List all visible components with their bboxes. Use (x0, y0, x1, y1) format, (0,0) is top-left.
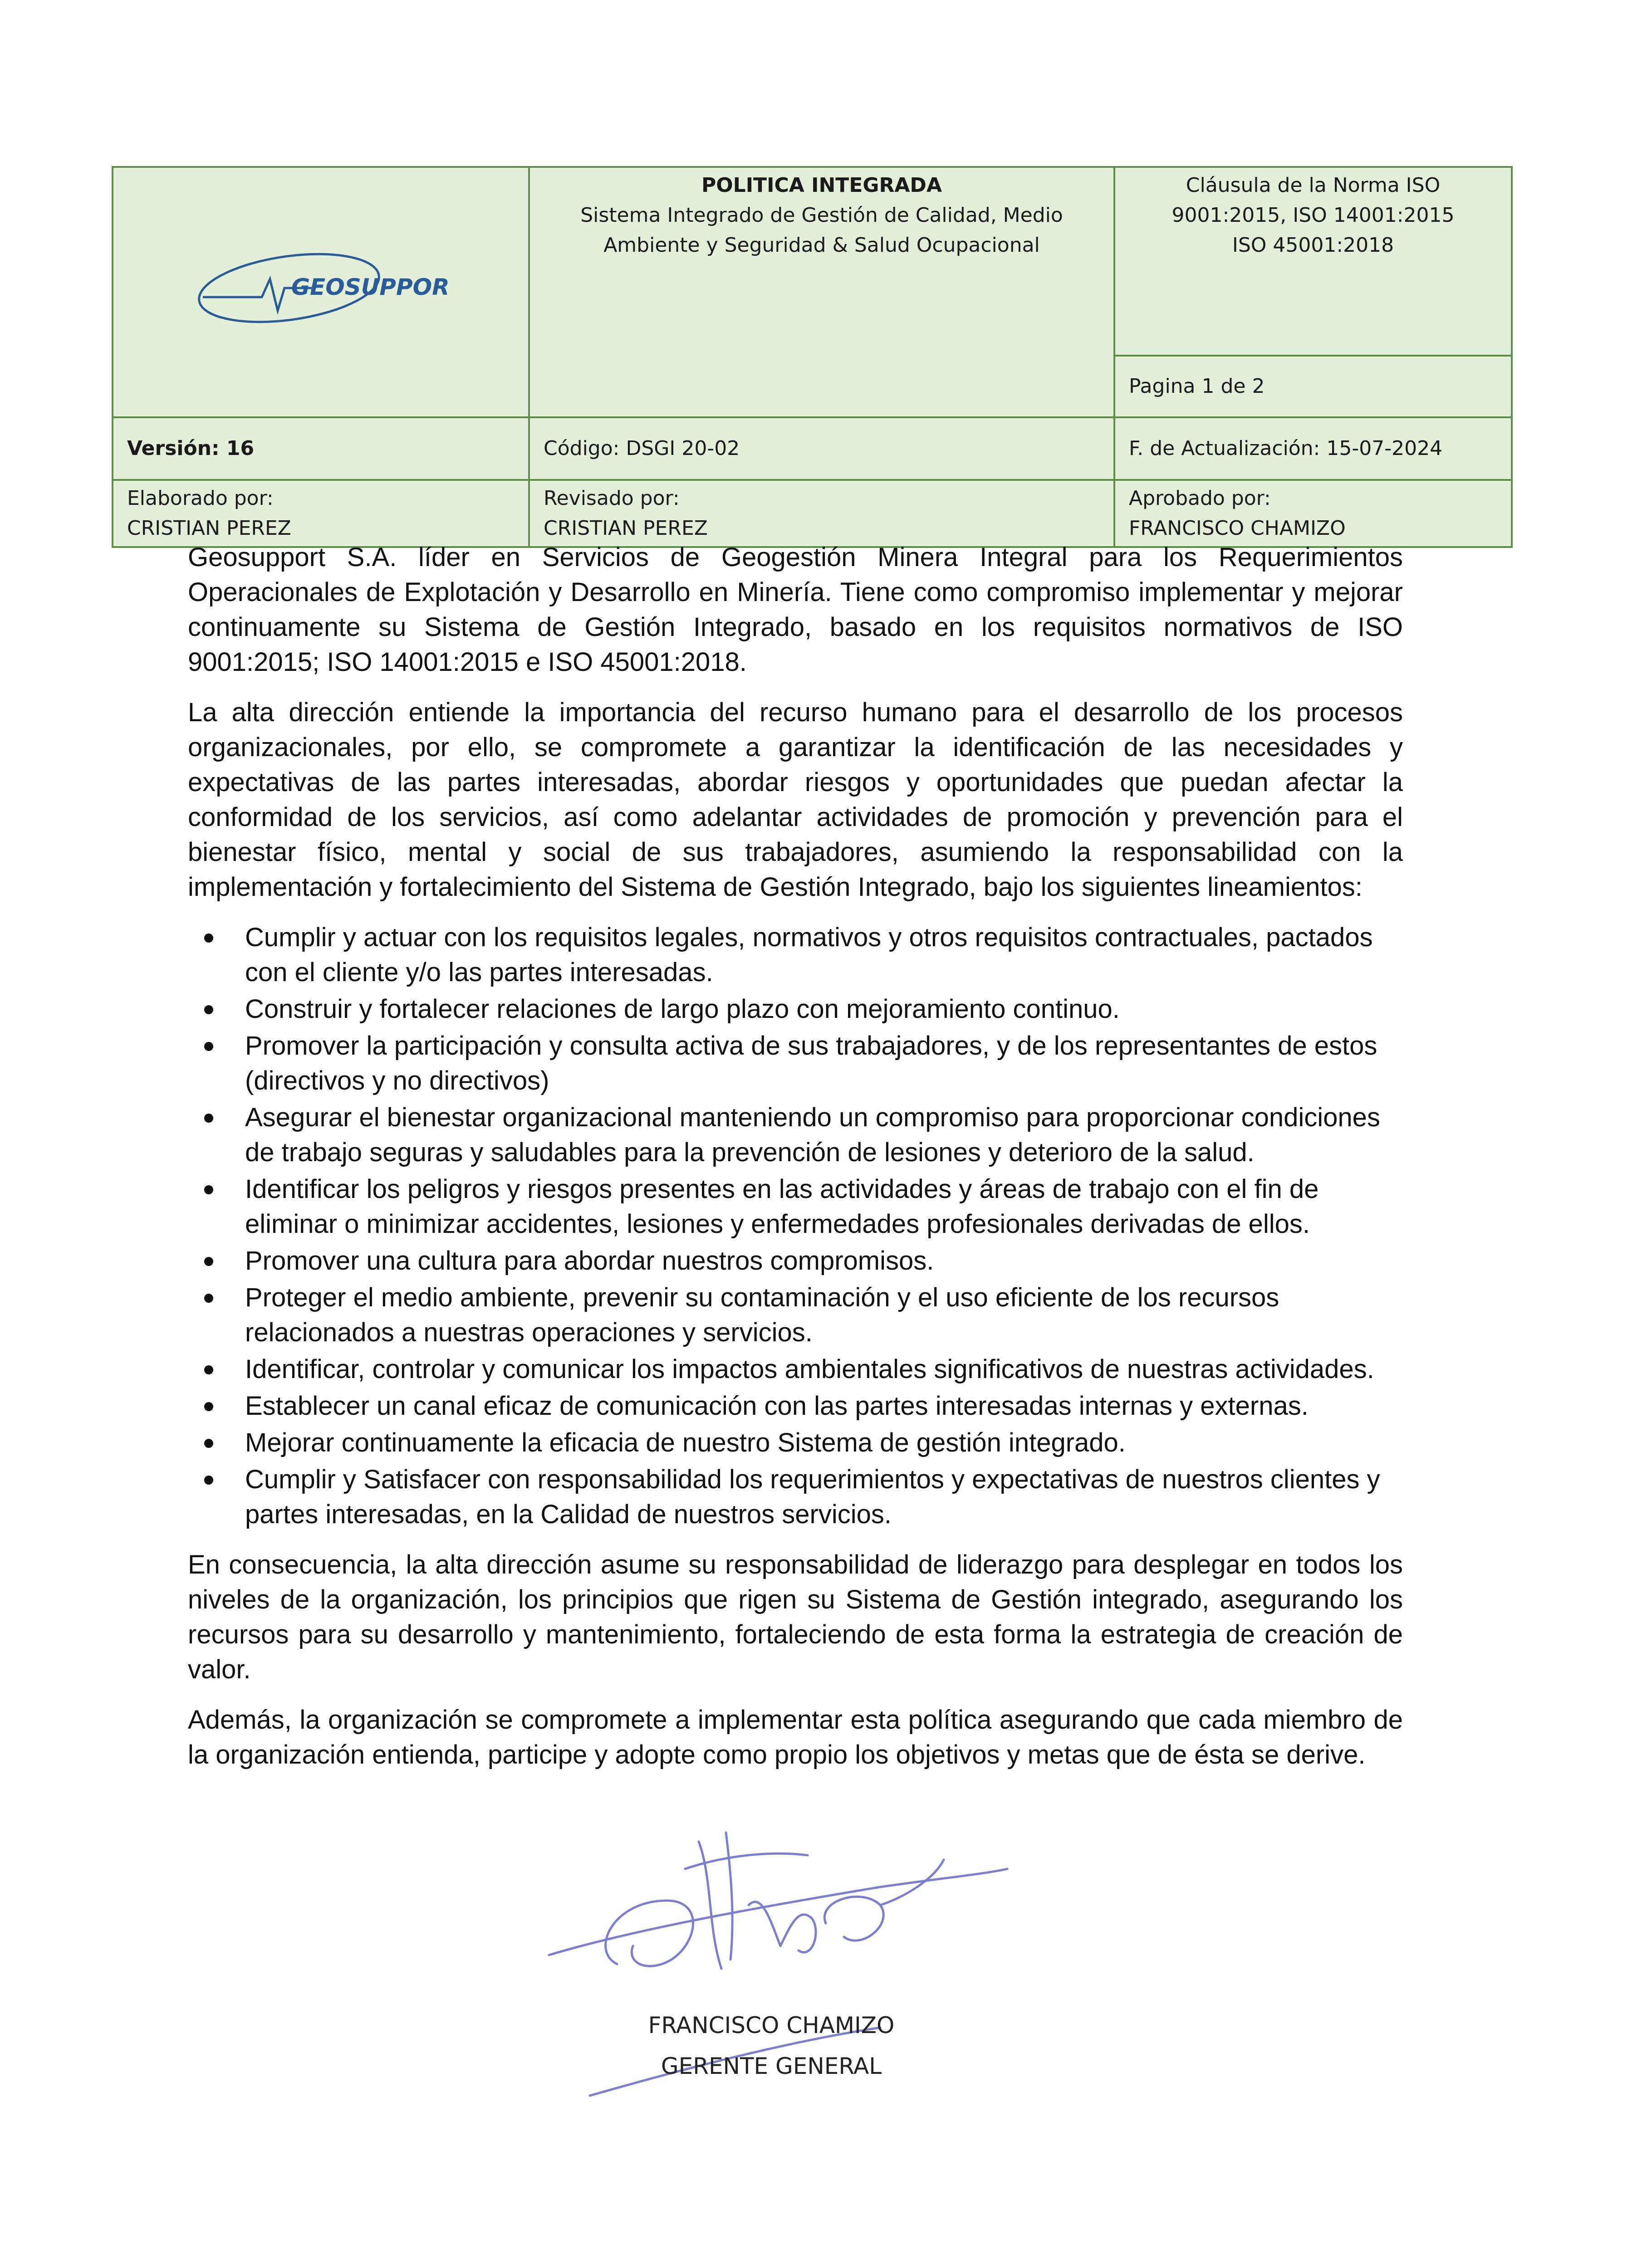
policy-body (188, 540, 1403, 1788)
list-item: Identificar, controlar y comunicar los impactos ambientales significativos de nuestras actividades. (188, 1352, 1403, 1387)
list-item: Cumplir y Satisfacer con responsabilidad los requerimientos y expectativas de nuestros clientes y partes interesadas, en la Calidad de nuestros servicios. (188, 1462, 1403, 1532)
list-item: Promover una cultura para abordar nuestros compromisos. (188, 1243, 1403, 1278)
clause-line3: ISO 45001:2018 (1232, 234, 1394, 257)
bullet-icon (204, 1042, 213, 1051)
list-item: Cumplir y actuar con los requisitos legales, normativos y otros requisitos contractuales, pactados con el cliente y/o las partes interesadas. (188, 920, 1403, 990)
version-cell (113, 417, 529, 480)
list-item: Proteger el medio ambiente, prevenir su contaminación y el uso eficiente de los recursos relacionados a nuestras operaciones y servicios. (188, 1280, 1403, 1350)
document-header-table (112, 166, 1513, 548)
list-item: Identificar los peligros y riesgos presentes en las actividades y áreas de trabajo con el fin de eliminar o minimizar accidentes, lesiones y enfermedades profesionales derivadas de ellos. (188, 1172, 1403, 1242)
bullet-icon (204, 1294, 213, 1303)
list-item: Mejorar continuamente la eficacia de nuestro Sistema de gestión integrado. (188, 1425, 1403, 1460)
bullet-icon (204, 1257, 213, 1266)
closing-paragraph: Además, la organización se compromete a implementar esta política asegurando que cada miembro de la organización entienda, participe y adopte como propio los objetivos y metas que de ésta se derive. (188, 1705, 1403, 1769)
intro-paragraph: Geosupport S.A. líder en Servicios de Geogestión Minera Integral para los Requerimientos Operacionales de Explotación y Desarrollo en Minería. Tiene como compromiso implementar y mejorar continuamente su Sistema de Gestión Integrado, basado en los requisitos normativos de ISO 9001:2015; ISO 14001:2015 e ISO 45001:2018. (188, 543, 1403, 677)
approved-label: Aprobado por: (1129, 487, 1271, 510)
page-cell (1114, 356, 1512, 417)
guidelines-list (188, 920, 1403, 1532)
list-item: Asegurar el bienestar organizacional manteniendo un compromiso para proporcionar condiciones de trabajo seguras y saludables para la prevención de lesiones y deterioro de la salud. (188, 1100, 1403, 1170)
prepared-cell (113, 480, 529, 547)
bullet-icon (204, 1365, 213, 1374)
version: Versión: 16 (127, 437, 255, 460)
bullet-icon (204, 1114, 213, 1123)
commitment-paragraph: La alta dirección entiende la importancia del recurso humano para el desarrollo de los procesos organizacionales, por ello, se compromete a garantizar la identificación de las necesidades y expectativas de las partes interesadas, abordar riesgos y oportunidades que puedan afectar la conformidad de los servicios, así como adelantar actividades de promoción y prevención para el bienestar físico, mental y social de sus trabajadores, asumiendo la responsabilidad con la implementación y fortalecimiento del Sistema de Gestión Integrado, bajo los siguientes lineamientos: (188, 698, 1403, 902)
clause-cell (1114, 167, 1512, 356)
clause-line2: 9001:2015, ISO 14001:2015 (1172, 204, 1455, 227)
logo-cell (113, 167, 529, 417)
update-cell (1114, 417, 1512, 480)
bullet-icon (204, 1005, 213, 1014)
logo-text: GEOSUPPORT (291, 274, 448, 300)
reviewed-cell (529, 480, 1114, 547)
code-cell (529, 417, 1114, 480)
update-date: F. de Actualización: 15-07-2024 (1129, 437, 1443, 460)
list-item: Construir y fortalecer relaciones de largo plazo con mejoramiento continuo. (188, 992, 1403, 1026)
reviewed-name: CRISTIAN PEREZ (544, 517, 708, 540)
bullet-icon (204, 1402, 213, 1411)
document-code: Código: DSGI 20-02 (544, 437, 740, 460)
approved-name: FRANCISCO CHAMIZO (1129, 517, 1346, 540)
bullet-icon (204, 934, 213, 943)
page-number: Pagina 1 de 2 (1129, 375, 1265, 398)
bullet-icon (204, 1476, 213, 1485)
approved-cell (1114, 480, 1512, 547)
prepared-name: CRISTIAN PEREZ (127, 517, 291, 540)
reviewed-label: Revisado por: (544, 487, 680, 510)
list-item: Promover la participación y consulta activa de sus trabajadores, y de los representantes de estos (directivos y no directivos) (188, 1028, 1403, 1098)
list-item: Establecer un canal eficaz de comunicación con las partes interesadas internas y externas. (188, 1388, 1403, 1423)
document-subtitle-line1: Sistema Integrado de Gestión de Calidad, Medio (580, 204, 1063, 227)
geosupport-logo (194, 243, 448, 342)
document-title: POLITICA INTEGRADA (701, 174, 942, 197)
document-subtitle-line2: Ambiente y Seguridad & Salud Ocupacional (603, 234, 1040, 257)
title-cell (529, 167, 1114, 417)
signatory-name: FRANCISCO CHAMIZO (648, 2012, 895, 2038)
bullet-icon (204, 1185, 213, 1194)
leadership-paragraph: En consecuencia, la alta dirección asume su responsabilidad de liderazgo para desplegar en todos los niveles de la organización, los principios que rigen su Sistema de Gestión integrado, asegurando los recursos para su desarrollo y mantenimiento, fortaleciendo de esta forma la estrategia de creación de valor. (188, 1550, 1403, 1684)
prepared-label: Elaborado por: (127, 487, 274, 510)
signatory-block (608, 2005, 935, 2087)
clause-line1: Cláusula de la Norma ISO (1186, 174, 1441, 197)
bullet-icon (204, 1439, 213, 1448)
signatory-role: GERENTE GENERAL (661, 2053, 882, 2079)
